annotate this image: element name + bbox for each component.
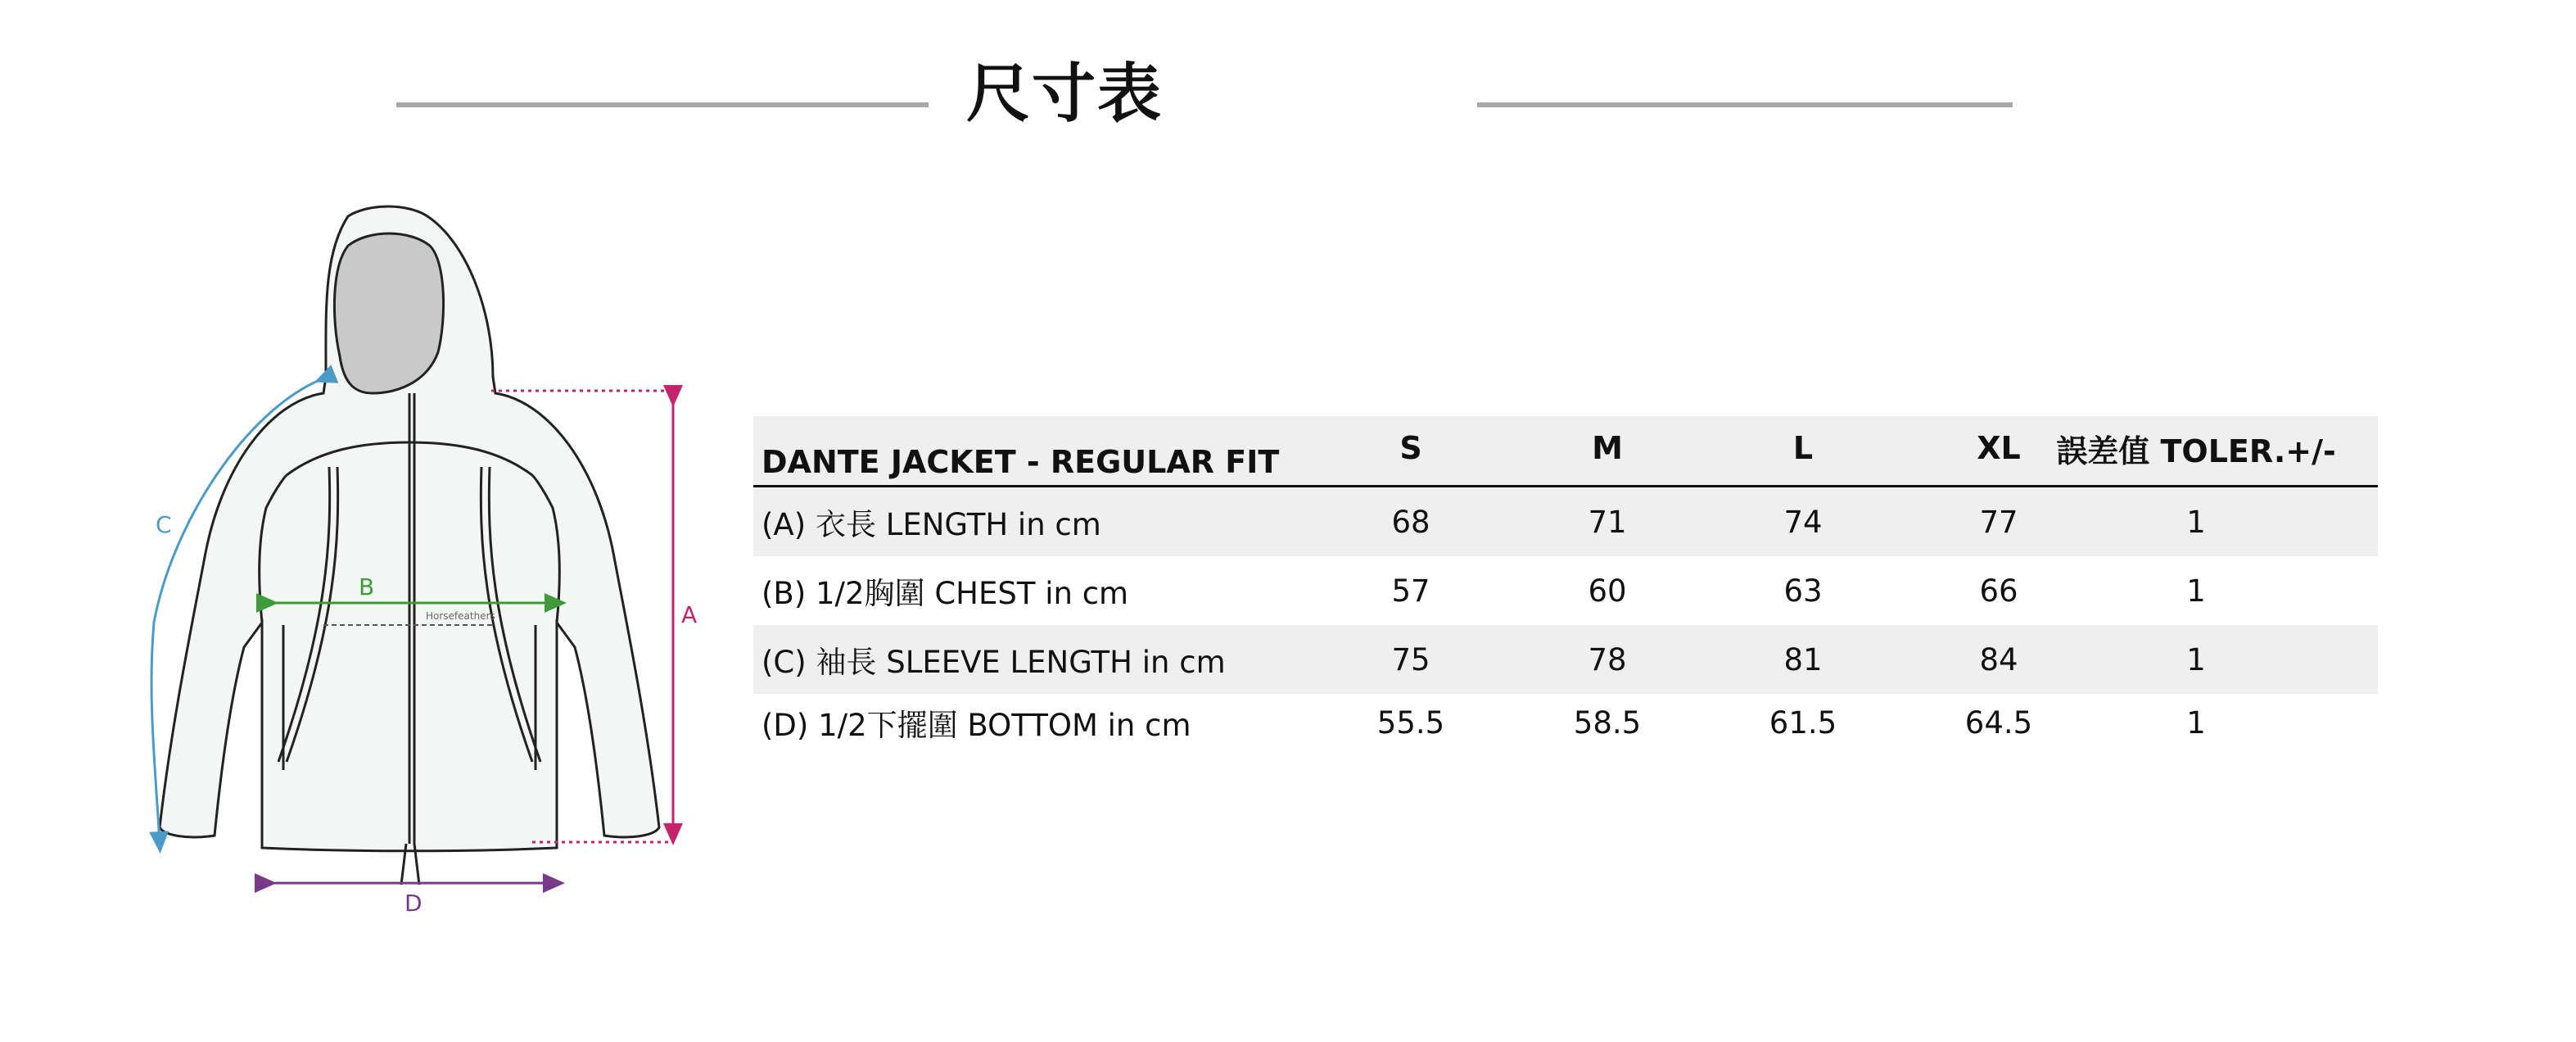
header-size-s: S [1399,430,1422,466]
cell-l: 61.5 [1769,704,1837,741]
cell-xl: 84 [1979,641,2018,677]
cell-m: 78 [1588,641,1627,677]
row-label: (A) 衣長 LENGTH in cm [762,507,1101,542]
cell-xl: 66 [1979,573,2018,609]
cell-tolerance: 1 [2186,573,2206,609]
title-rule-left [396,102,929,107]
cell-tolerance: 1 [2186,704,2206,741]
cell-xl: 77 [1979,504,2018,540]
header-size-l: L [1792,430,1814,466]
cell-m: 58.5 [1573,704,1642,741]
size-table [753,416,2378,763]
cell-tolerance: 1 [2186,641,2206,677]
brand-tag: Horsefeathers [426,610,495,622]
cell-s: 57 [1391,573,1430,609]
table-header-row [753,416,2378,487]
header-product: DANTE JACKET - REGULAR FIT [762,444,1280,480]
header-tolerance: 誤差值 TOLER.+/- [2056,433,2336,469]
cell-l: 74 [1783,504,1823,540]
measure-d [267,883,555,917]
cell-xl: 64.5 [1964,704,2033,741]
table-row [753,694,2378,763]
cell-s: 68 [1391,504,1430,540]
label-c: C [156,511,172,538]
header-size-m: M [1592,430,1623,466]
page-title: 尺寸表 [966,57,1164,131]
label-b: B [359,573,375,600]
label-a: A [681,601,698,628]
table-row [753,556,2378,625]
label-d: D [404,890,423,917]
row-label: (B) 1/2胸圍 CHEST in cm [762,576,1129,611]
row-label: (D) 1/2下擺圍 BOTTOM in cm [762,708,1191,743]
table-row [753,487,2378,556]
cell-l: 63 [1783,573,1823,609]
jacket-diagram [123,197,745,934]
title-rule-right [1477,102,2013,107]
cell-l: 81 [1783,641,1823,677]
cell-tolerance: 1 [2186,504,2206,540]
header-size-xl: XL [1977,430,2021,466]
cell-s: 75 [1391,641,1430,677]
cell-m: 71 [1588,504,1627,540]
row-label: (C) 袖長 SLEEVE LENGTH in cm [762,645,1226,680]
cell-s: 55.5 [1376,704,1445,741]
cell-m: 60 [1588,573,1627,609]
table-row [753,625,2378,694]
